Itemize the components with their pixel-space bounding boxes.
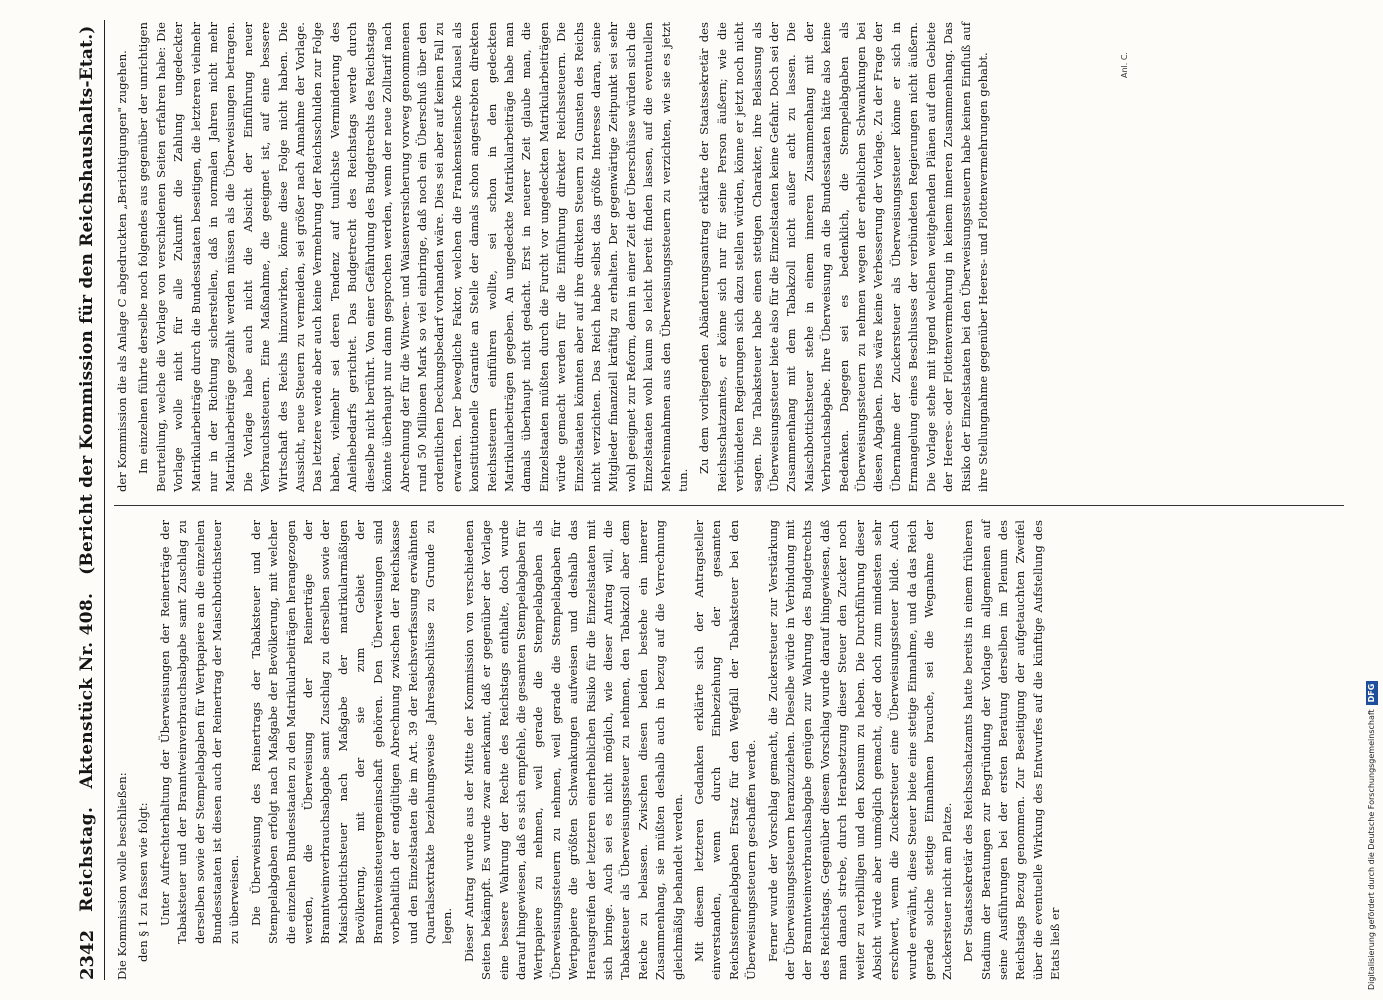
margin-note: Anl. C. xyxy=(1120,52,1129,78)
paragraph: Dieser Antrag wurde aus der Mitte der Kommission von verschiedenen Seiten bekämpft. Es wurde zwar anerkannt, daß er gegenüber der Vorlage eine bessere Wahrung der Rechte des Reichstags enthalte, doch wurde darauf hingewiesen, daß es sich empfehle, die gesamten Stempelabgaben für Wertpapiere zu nehmen, weil gerade die Stempelabgaben als Überweisungssteuern zu nehmen, weil gerade die Stempelabgaben für Wertpapiere die größten Schwankungen aufweisen und deshalb das Herausgreifen der letzteren einerheblichen Risiko für die Einzelstaaten mit sich bringe. Auch sei es nicht möglich, wie dieser Antrag will, die Tabaksteuer als Überweisungssteuer zu nehmen, den Tabakzoll aber dem Reiche zu belassen. Zwischen diesen beiden bestehe ein innerer Zusammenhang, sie müßten deshalb auch in bezug auf die Verrechnung gleichmäßig behandelt werden. xyxy=(461,520,685,980)
header-title: Reichstag. xyxy=(77,806,97,912)
left-column xyxy=(114,520,1069,980)
paragraph: Mit diesem letzteren Gedanken erklärte sich der Antragsteller einverstanden, wenn durch Einbeziehung der gesamten Reichsstempelabgaben Ersatz für den Wegfall der Tabaksteuer bei den Überweisungssteuern geschaffen werde. xyxy=(692,520,759,980)
page-number: 2342 xyxy=(76,929,98,980)
paragraph: Im einzelnen führte derselbe noch folgendes aus gegenüber der unrichtigen Beurteilung, welche die Vorlage von verschiedenen Seiten erfahren habe: Die Vorlage wolle nicht für alle Zukunft die Zahlung ungedeckter Matrikularbeiträge durch die Bundesstaaten beseitigen, die letzteren vielmehr nur in der Richtung sicherstellen, daß in normalen Jahren nicht mehr Matrikularbeiträge gezahlt werden müssen als die Überweisungen betragen. Die Vorlage habe auch nicht die Absicht der Einführung neuer Verbrauchssteuern. Eine Maßnahme, die geeignet ist, auf eine bessere Wirtschaft des Reichs hinzuwirken, könne diese Folge nicht haben. Die Aussicht, neue Steuern zu vermeiden, sei größer nach Annahme der Vorlage. Das letztere werde aber auch keine Vermehrung der Reichsschulden zur Folge haben, vielmehr sei deren Tendenz auf tunlichste Verminderung des Anleihebedarfs gerichtet. Das Budgetrecht des Reichstags werde durch dieselbe nicht berührt. Von einer Gefährdung des Budgetrechts des Reichstags könnte überhaupt nur dann gesprochen werden, wenn der neue Zolltarif nach Abrechnung der für die Witwen- und Waisenversicherung vorweg genommenen rund 50 Millionen Mark so viel einbringe, daß noch ein Überschuß über den ordentlichen Deckungsbedarf vorhanden wäre. Dies sei aber auf keinen Fall zu erwarten. Der bewegliche Faktor, welchen die Frankensteinsche Klausel als konstitutionelle Garantie an Stelle der damals schon angestrebten direkten Reichssteuern einführen wollte, sei schon in den gedeckten Matrikularbeiträgen gegeben. An ungedeckte Matrikularbeiträge habe man damals überhaupt nicht gedacht. Erst in neuerer Zeit glaube man, die Einzelstaaten müßten durch die Furcht vor ungedeckten Matrikularbeiträgen würde gemacht werden für die Einführung direkter Reichssteuern. Die Einzelstaaten könnten aber auf ihre direkten Steuern zu Gunsten des Reichs nicht verzichten. Das Reich habe selbst das größte Interesse daran, seine Mitglieder finanziell kräftig zu erhalten. Der gegenwärtige Zeitpunkt sei sehr wohl geeignet zur Reform, denn in einer Zeit der Überschüsse würden sich die Einzelstaaten wohl kaum so leicht bereit finden lassen, auf die eventuellen Mehreinnahmen aus den Überweisungssteuern zu verzichten, wie sie es jetzt tun. xyxy=(136,22,690,492)
paragraph: Der Staatssekretär des Reichsschatzamts hatte bereits in einem früheren Stadium der Beratungen zur Begründung der Vorlage im allgemeinen auf seine Ausführungen bei der ersten Beratung derselben im Plenum des Reichstags Bezug genommen. Zur Beseitigung der aufgetauchten Zweifel über die eventuelle Wirkung des Entwurfes auf die künftige Aufstellung des Etats ließ er xyxy=(961,520,1063,980)
paragraph: den § 1 zu fassen wie folgt: xyxy=(136,802,151,962)
digitization-credit xyxy=(1365,10,1379,990)
paragraph: Ferner wurde der Vorschlag gemacht, die Zuckersteuer zur Verstärkung der Überweisungssteuern heranzuziehen. Dieselbe würde in Verbindung mit der Branntweinverbrauchsabgabe genügen zur Wahrung des Budgetrechts des Reichstags. Gegenüber diesem Vorschlag wurde darauf hingewiesen, daß man danach strebe, durch Herabsetzung dieser Steuer den Zucker noch weiter zu verbilligen und den Konsum zu heben. Die Durchführung dieser Absicht würde aber unmöglich gemacht, oder doch zum mindesten sehr erschwert, wenn die Zuckersteuer eine Überweisungssteuer bilde. Auch wurde erwähnt, diese Steuer biete eine stetige Einnahme, und da das Reich gerade solche stetige Einnahmen brauche, sei die Wegnahme der Zuckersteuer nicht am Platze. xyxy=(765,520,954,980)
dfg-logo: DFG xyxy=(1366,681,1378,706)
paragraph: Die Überweisung des Reinertrags der Tabaksteuer und der Stempelabgaben erfolgt nach Maßgabe der Bevölkerung, mit welcher die einzelnen Bundesstaaten zu den Matrikularbeiträgen herangezogen werden, die Überweisung der Reinerträge der Branntweinverbrauchsabgabe samt Zuschlag zu derselben sowie der Maischbottichsteuer nach Maßgabe der matrikularmäßigen Bevölkerung, mit der sie zum Gebiet der Branntweinsteuergemeinschaft gehören. Den Überweisungen sind vorbehaltlich der endgültigen Abrechnung zwischen der Reichskasse und den Einzelstaaten die im Art. 39 der Reichsverfassung erwähnten Quartalsextrakte beziehungsweise Jahresabschlüsse zu Grunde zu legen. xyxy=(248,520,455,944)
page-header xyxy=(70,20,105,980)
paragraph: Unter Aufrechterhaltung der Überweisungen der Reinerträge der Tabaksteuer und der Branntweinverbrauchsabgabe samt Zuschlag zu derselben sowie der Stempelabgaben für Wertpapiere an die einzelnen Bundesstaaten ist diesen auch der Reinertrag der Maischbottichsteuer zu überweisen. xyxy=(157,520,242,944)
document-number: Aktenstück Nr. 408. xyxy=(77,592,97,789)
report-title: (Bericht der Kommission für den Reichshaushalts-Etat.) xyxy=(77,25,97,575)
paragraph: der Kommission die als Anlage C abgedruckten „Berichtigungen" zugehen. xyxy=(115,50,129,492)
paragraph: Zu dem vorliegenden Abänderungsantrag erklärte der Staatssekretär des Reichsschatzamtes, er könne sich nur für seine Person äußern; wie die verbündeten Regierungen sich dazu stellen würden, könne er jetzt noch nicht sagen. Die Tabaksteuer habe einen stetigen Charakter, ihre Belassung als Überweisungssteuer biete also für die Einzelstaaten keine Gefahr. Doch sei der Zusammenhang mit dem Tabakzoll nicht außer acht zu lassen. Die Maischbottichsteuer stehe in einem inneren Zusammenhang mit der Verbrauchsabgabe. Ihre Überweisung an die Bundesstaaten hätte also keine Bedenken. Dagegen sei es bedenklich, die Stempelabgaben als Überweisungssteuern zu nehmen wegen der erheblichen Schwankungen bei diesen Abgaben. Dies wäre keine Verbesserung der Vorlage. Zu der Frage der Übernahme der Zuckersteuer als Überweisungssteuer könne er sich in Ermangelung eines Beschlusses der verbündeten Regierungen nicht äußern. Die Vorlage stehe mit irgend welchen weitgehenden Plänen auf dem Gebiete der Heeres- oder Flottenvermehrung in keinem inneren Zusammenhang. Das Risiko der Einzelstaaten bei den Überweisungssteuern habe keinen Einfluß auf ihre Stellungnahme gegenüber Heeres- und Flottenvermehrungen gehabt. xyxy=(697,22,990,492)
credit-text: Digitalisierung gefördert durch die Deutsche Forschungsgemeinschaft xyxy=(1367,709,1376,990)
paragraph: Die Kommission wolle beschließen: xyxy=(115,772,129,980)
column-divider xyxy=(114,505,1344,506)
right-column xyxy=(114,22,996,492)
rotated-page-content xyxy=(70,20,1360,980)
